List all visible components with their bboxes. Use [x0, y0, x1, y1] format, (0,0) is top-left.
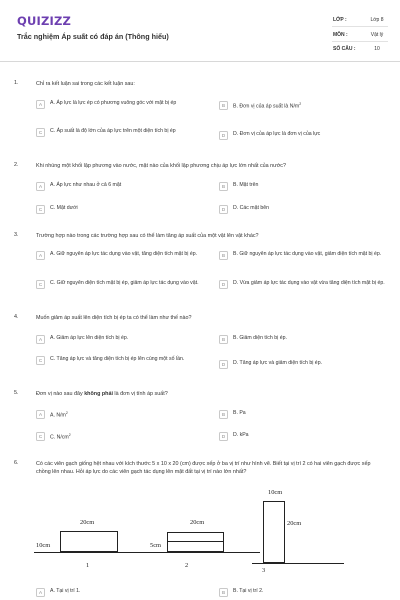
ground-line: [34, 552, 154, 553]
meta-label-count: SỐ CÂU :: [333, 46, 356, 52]
option-badge: B: [219, 101, 228, 110]
dimension-label: 20cm: [287, 520, 302, 527]
option-badge: D: [219, 205, 228, 214]
question-text: Có các viên gạch giống hệt nhau với kích thước 5 x 10 x 20 (cm) được xếp ở ba vị trí như hình vẽ. Biết tại vị trí 2 có hai viên gạch được xếp chồng lên nhau. Hỏi áp lực do các viên gạch tác dụng lên mặt đất tại vị trí nào lớn nhất?: [36, 461, 371, 475]
option-badge: A: [36, 410, 45, 419]
option-b[interactable]: [219, 101, 389, 111]
worksheet-header: [0, 0, 400, 62]
option-c[interactable]: [36, 128, 211, 137]
option-badge: A: [36, 335, 45, 344]
brick-position-3: [263, 501, 285, 563]
option-text: A. Áp lực như nhau ở cả 6 mặt: [50, 182, 122, 188]
meta-value-subject: Vật lý: [370, 32, 384, 38]
option-text: B. Đơn vị của áp suất là $N/m^2$: [233, 102, 302, 110]
option-b[interactable]: [219, 251, 389, 260]
option-text: B. Tại vị trí 2.: [233, 588, 264, 594]
dimension-label: 20cm: [80, 519, 95, 526]
option-badge: B: [219, 182, 228, 191]
meta-value-class: Lớp 8: [370, 17, 384, 23]
brick-position-1: [60, 531, 118, 552]
dimension-label: 20cm: [190, 519, 205, 526]
question-number: 3.: [14, 232, 19, 238]
question-number: 4.: [14, 314, 19, 320]
option-badge: C: [36, 205, 45, 214]
option-badge: D: [219, 432, 228, 441]
option-badge: D: [219, 360, 228, 369]
question-text: Muốn giảm áp suất lên diện tích bị ép ta có thể làm như thế nào?: [36, 315, 192, 321]
option-d[interactable]: [219, 432, 389, 441]
option-text: C. Giữ nguyên diện tích mặt bị ép, giảm áp lực tác dụng vào vật.: [50, 280, 199, 286]
option-d[interactable]: [219, 360, 389, 369]
option-badge: D: [219, 131, 228, 140]
option-a[interactable]: [36, 100, 211, 109]
option-a[interactable]: [36, 251, 211, 260]
option-d[interactable]: [219, 280, 389, 289]
option-badge: B: [219, 335, 228, 344]
option-text: A. Giảm áp lực lên diện tích bị ép.: [50, 335, 129, 341]
option-badge: A: [36, 182, 45, 191]
option-b[interactable]: [219, 182, 389, 191]
option-badge: C: [36, 280, 45, 289]
dimension-label: 5cm: [150, 542, 162, 549]
option-b[interactable]: [219, 410, 389, 419]
option-c[interactable]: [36, 356, 211, 365]
option-badge: B: [219, 588, 228, 597]
option-badge: A: [36, 100, 45, 109]
option-text: D. Các mặt bên: [233, 205, 270, 211]
meta-label-class: LỚP :: [333, 17, 347, 23]
option-a[interactable]: [36, 182, 211, 191]
position-label: 2: [185, 562, 189, 569]
position-label: 1: [86, 562, 90, 569]
option-badge: C: [36, 432, 45, 441]
option-c[interactable]: [36, 432, 211, 442]
option-text: C. Áp suất là độ lớn của áp lực trên một diện tích bị ép: [50, 128, 176, 134]
question-text: Đơn vị nào sau đây không phải là đơn vị tính áp suất?: [36, 391, 168, 397]
option-text: A. Giữ nguyên áp lực tác dụng vào vật, tăng diện tích mặt bị ép.: [50, 251, 198, 257]
option-c[interactable]: [36, 280, 211, 289]
option-text: D. Vừa giảm áp lực tác dụng vào vật vừa tăng diện tích mặt bị ép.: [233, 280, 385, 286]
question-number: 6.: [14, 460, 19, 466]
meta-value-count: 10: [374, 46, 380, 52]
question-number: 1.: [14, 80, 19, 86]
option-text: D. Tăng áp lực và giảm diện tích bị ép.: [233, 360, 323, 366]
option-text: D. Đơn vị của áp lực là đơn vị của lực: [233, 131, 321, 137]
option-text: D. kPa: [233, 432, 249, 438]
option-text: C. $N/cm^2$: [50, 433, 71, 441]
option-text: C. Mặt dưới: [50, 205, 78, 211]
option-b[interactable]: [219, 335, 389, 344]
option-text: A. $N/m^2$: [50, 411, 68, 419]
option-d[interactable]: [219, 131, 389, 140]
option-text: B. Giảm diện tích bị ép.: [233, 335, 287, 341]
quizizz-logo: QUIZIZZ: [17, 14, 72, 28]
option-text: B. Pa: [233, 410, 246, 416]
question-number: 2.: [14, 162, 19, 168]
option-b[interactable]: [219, 588, 389, 597]
meta-divider: [332, 26, 388, 27]
worksheet-title: Trắc nghiệm Áp suất có đáp án (Thông hiểu): [17, 32, 169, 41]
dimension-label: 10cm: [36, 542, 51, 549]
option-badge: B: [219, 410, 228, 419]
position-label: 3: [262, 567, 266, 574]
option-a[interactable]: [36, 588, 211, 597]
option-text: B. Giữ nguyên áp lực tác dụng vào vật, giảm diện tích mặt bị ép.: [233, 251, 382, 257]
ground-line: [152, 552, 260, 553]
meta-divider: [332, 41, 388, 42]
option-badge: A: [36, 251, 45, 260]
brick-position-2-bottom: [167, 541, 224, 552]
ground-line: [252, 563, 344, 564]
dimension-label: 10cm: [268, 489, 283, 496]
question-text: Trường hợp nào trong các trường hợp sau có thể làm tăng áp suất của một vật lên vật khác?: [36, 233, 259, 239]
option-text: A. Áp lực là lực ép có phương vuông góc với mặt bị ép: [50, 100, 177, 106]
option-d[interactable]: [219, 205, 389, 214]
option-c[interactable]: [36, 205, 211, 214]
option-text: A. Tại vị trí 1.: [50, 588, 81, 594]
option-text: C. Tăng áp lực và tăng diện tích bị ép lên cùng một số lần.: [50, 356, 185, 362]
option-text: B. Mặt trên: [233, 182, 259, 188]
option-badge: A: [36, 588, 45, 597]
option-badge: C: [36, 128, 45, 137]
option-a[interactable]: [36, 410, 211, 420]
brick-diagram: [30, 487, 390, 577]
emphasis-text: không phải: [84, 391, 113, 397]
question-text: Chỉ ra kết luận sai trong các kết luận sau:: [36, 81, 135, 87]
question-text: Khi nhúng một khối lập phương vào nước, mặt nào của khối lập phương chịu áp lực lớn nhất của nước?: [36, 163, 286, 169]
meta-label-subject: MÔN :: [333, 32, 348, 38]
option-badge: D: [219, 280, 228, 289]
question-number: 5.: [14, 390, 19, 396]
option-badge: C: [36, 356, 45, 365]
option-badge: B: [219, 251, 228, 260]
option-a[interactable]: [36, 335, 211, 344]
